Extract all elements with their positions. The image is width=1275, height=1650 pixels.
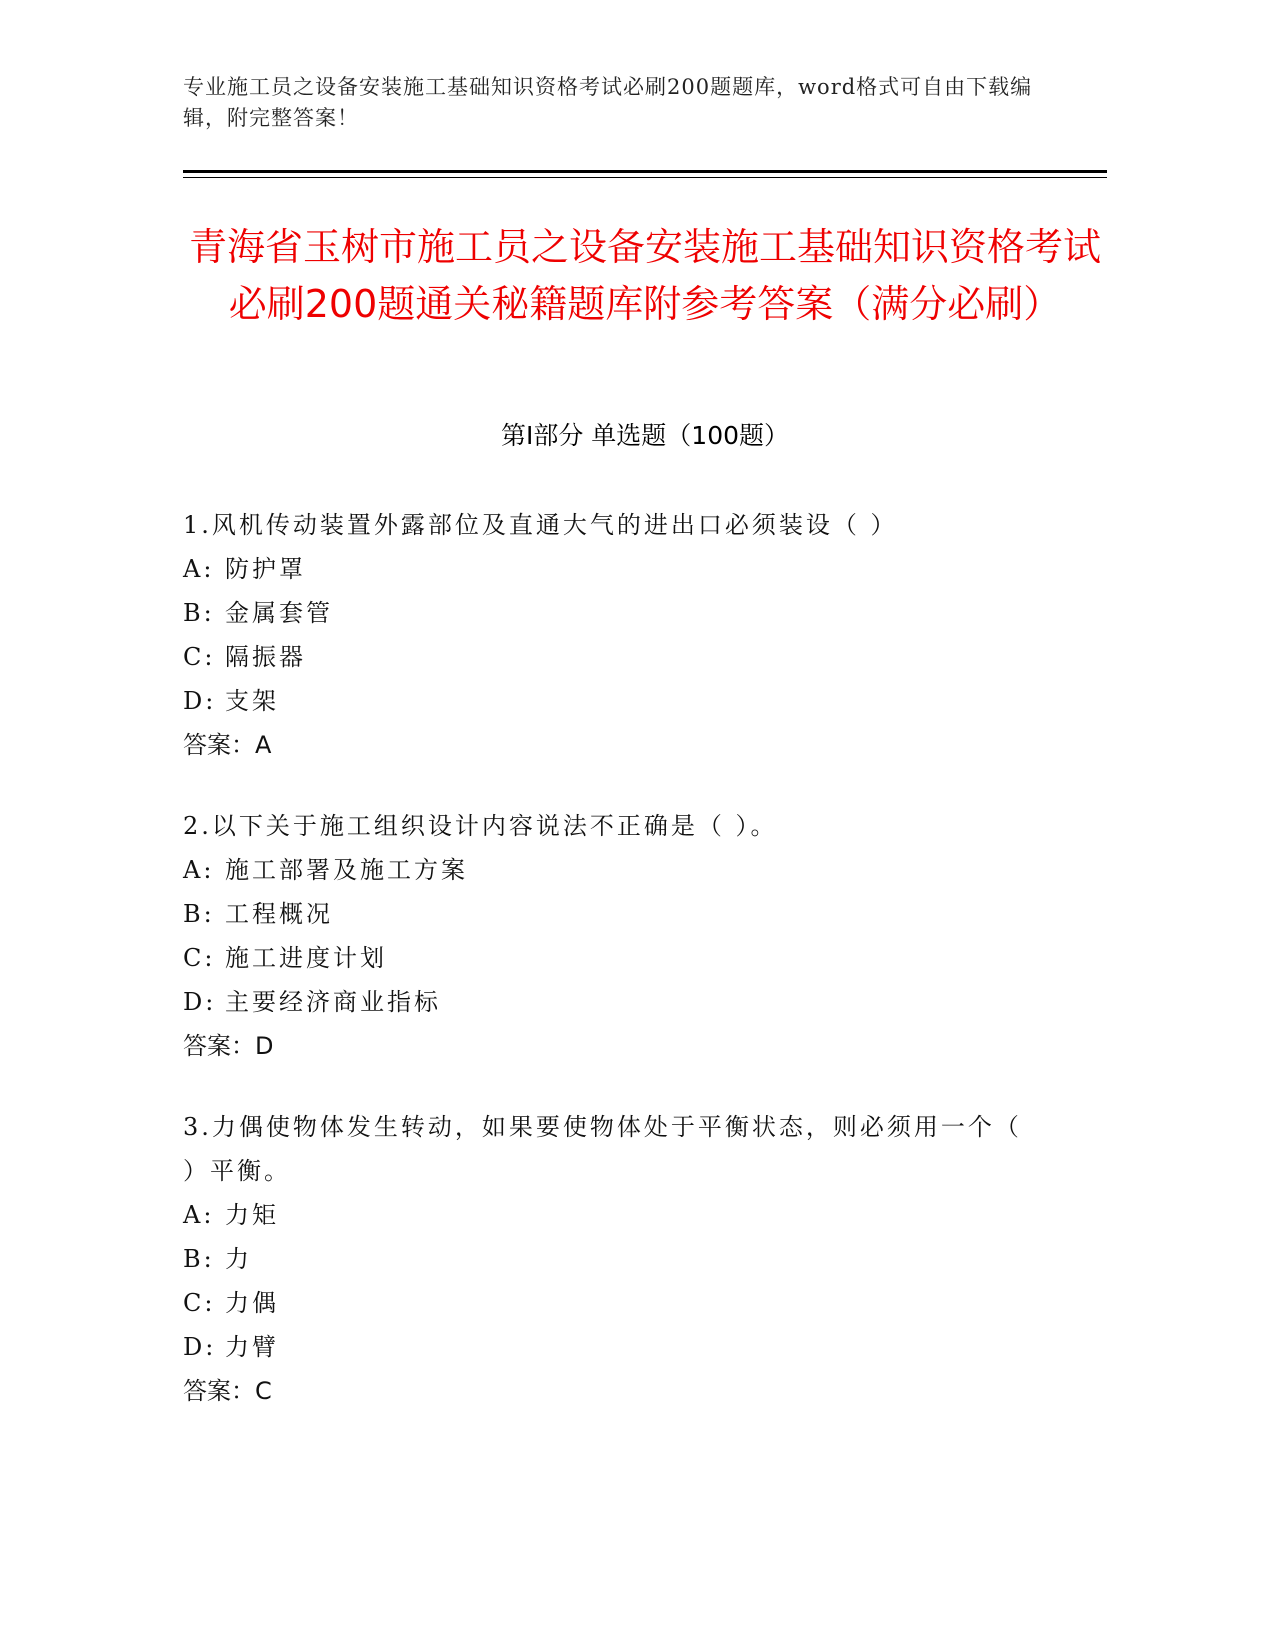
question-text: 3.力偶使物体发生转动，如果要使物体处于平衡状态，则必须用一个（ ）平衡。	[183, 1113, 1022, 1185]
option-text: 力臂	[225, 1333, 279, 1361]
option-c	[183, 936, 1107, 980]
option-text: 主要经济商业指标	[225, 988, 441, 1016]
question-list	[183, 503, 1107, 1450]
option-text: 工程概况	[225, 900, 333, 928]
option-text: 力偶	[225, 1289, 279, 1317]
option-letter: B:	[183, 900, 215, 928]
option-text: 施工进度计划	[225, 944, 387, 972]
section-heading: 第Ⅰ部分 单选题（100题）	[500, 421, 790, 450]
document-title: 青海省玉树市施工员之设备安装施工基础知识资格考试必刷200题通关秘籍题库附参考答案（满分必刷）	[188, 225, 1101, 326]
question-1	[183, 503, 1107, 767]
answer-line: 答案：D	[183, 1032, 274, 1060]
question-text: 2.以下关于施工组织设计内容说法不正确是（ ）。	[183, 812, 778, 840]
option-letter: D:	[183, 1333, 217, 1361]
option-a	[183, 547, 1107, 591]
option-letter: C:	[183, 944, 216, 972]
option-b	[183, 1237, 1107, 1281]
option-text: 隔振器	[225, 643, 306, 671]
option-letter: B:	[183, 1245, 215, 1273]
option-letter: B:	[183, 599, 215, 627]
header-rule-thin	[183, 177, 1107, 178]
option-a	[183, 848, 1107, 892]
option-c	[183, 1281, 1107, 1325]
option-d	[183, 980, 1107, 1024]
question-2	[183, 804, 1107, 1068]
option-letter: A:	[183, 1201, 215, 1229]
option-d	[183, 679, 1107, 723]
option-text: 支架	[225, 687, 279, 715]
option-c	[183, 635, 1107, 679]
option-letter: A:	[183, 555, 215, 583]
option-text: 力	[225, 1245, 252, 1273]
option-letter: C:	[183, 1289, 216, 1317]
option-letter: A:	[183, 856, 215, 884]
option-text: 施工部署及施工方案	[225, 856, 468, 884]
option-text: 金属套管	[225, 599, 333, 627]
option-letter: C:	[183, 643, 216, 671]
option-text: 力矩	[225, 1201, 279, 1229]
option-letter: D:	[183, 988, 217, 1016]
question-text: 1.风机传动装置外露部位及直通大气的进出口必须装设（ ）	[183, 511, 898, 539]
option-a	[183, 1193, 1107, 1237]
option-d	[183, 1325, 1107, 1369]
question-3	[183, 1105, 1107, 1413]
answer-line: 答案：C	[183, 1377, 272, 1405]
option-text: 防护罩	[225, 555, 306, 583]
answer-line: 答案：A	[183, 731, 272, 759]
option-b	[183, 591, 1107, 635]
header-note: 专业施工员之设备安装施工基础知识资格考试必刷200题题库，word格式可自由下载编辑，附完整答案！	[183, 75, 1033, 130]
option-letter: D:	[183, 687, 217, 715]
option-b	[183, 892, 1107, 936]
header-rule-thick	[183, 170, 1107, 173]
